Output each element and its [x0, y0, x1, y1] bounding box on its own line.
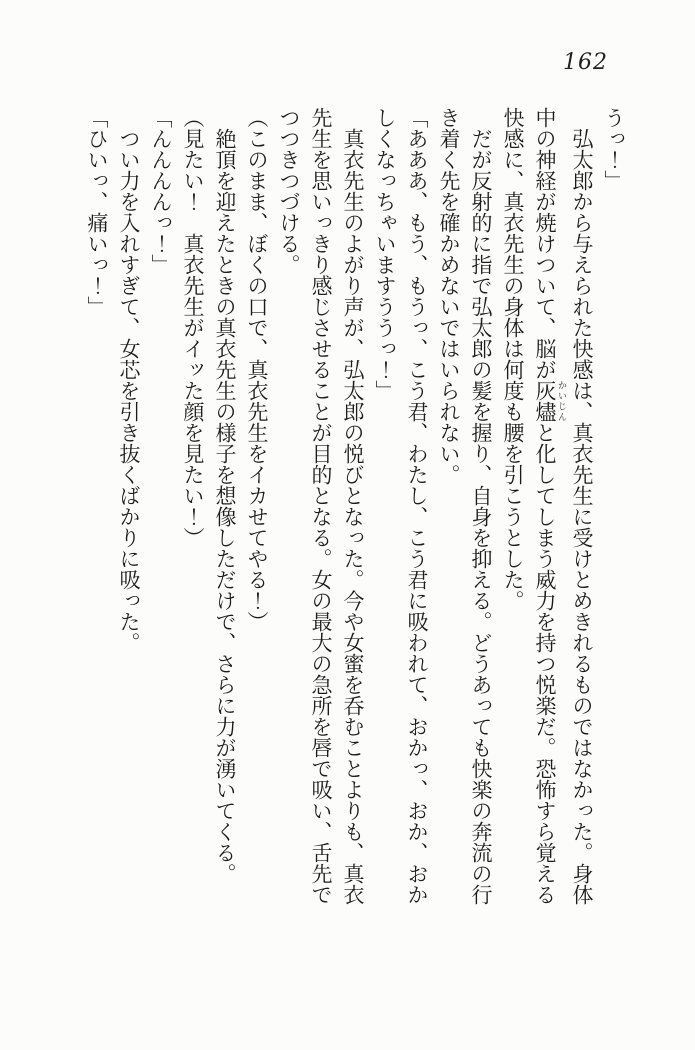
text-line: 快感に、真衣先生の身体は何度も腰を引こうとした。	[501, 107, 525, 611]
text-line: 中の神経が焼けついて、脳が灰燼 かいじんと化してしまう威力を持つ悦楽だ。恐怖すら覚える	[533, 107, 566, 905]
text-line: うっ！」	[602, 107, 626, 191]
text-line: つい力を入れすぎて、女芯を引き抜くばかりに吸った。	[117, 128, 141, 653]
text-line: 真衣先生のよがり声が、弘太郎の悦びとなった。今や女蜜を呑むことよりも、真衣	[341, 128, 365, 905]
body-text	[85, 107, 630, 907]
text-line: 先生を思いっきり感じさせることが目的となる。女の最大の急所を唇で吸い、舌先で	[309, 107, 333, 905]
text-line: 絶頂を迎えたときの真衣先生の様子を想像しただけで、さらに力が湧いてくる。	[213, 128, 237, 884]
text-line: だが反射的に指で弘太郎の髪を握り、自身を抑える。どうあっても快楽の奔流の行	[469, 128, 493, 905]
text-line: （見たい！ 真衣先生がイッた顔を見たい！）	[181, 107, 205, 548]
text-line: （このまま、ぼくの口で、真衣先生をイカせてやる！）	[245, 107, 269, 632]
text-line: 「あああ、もう、もうっ、こう君、わたし、こう君に吸われて、おかっ、おか、おか	[405, 107, 429, 905]
page-number: 162	[563, 50, 608, 75]
text-line: 弘太郎から与えられた快感は、真衣先生に受けとめきれるものではなかった。身体	[570, 128, 594, 905]
text-line: しくなっちゃいますううっ！」	[373, 107, 397, 401]
text-line: 「んんんんっ！」	[149, 107, 173, 275]
ruby-annotation: 灰燼 かいじん	[533, 380, 566, 422]
text-line: つつきつづける。	[277, 107, 301, 275]
text-line: 「ひいっ、痛いっ！」	[85, 107, 109, 317]
text-line: き着く先を確かめないではいられない。	[437, 107, 461, 485]
